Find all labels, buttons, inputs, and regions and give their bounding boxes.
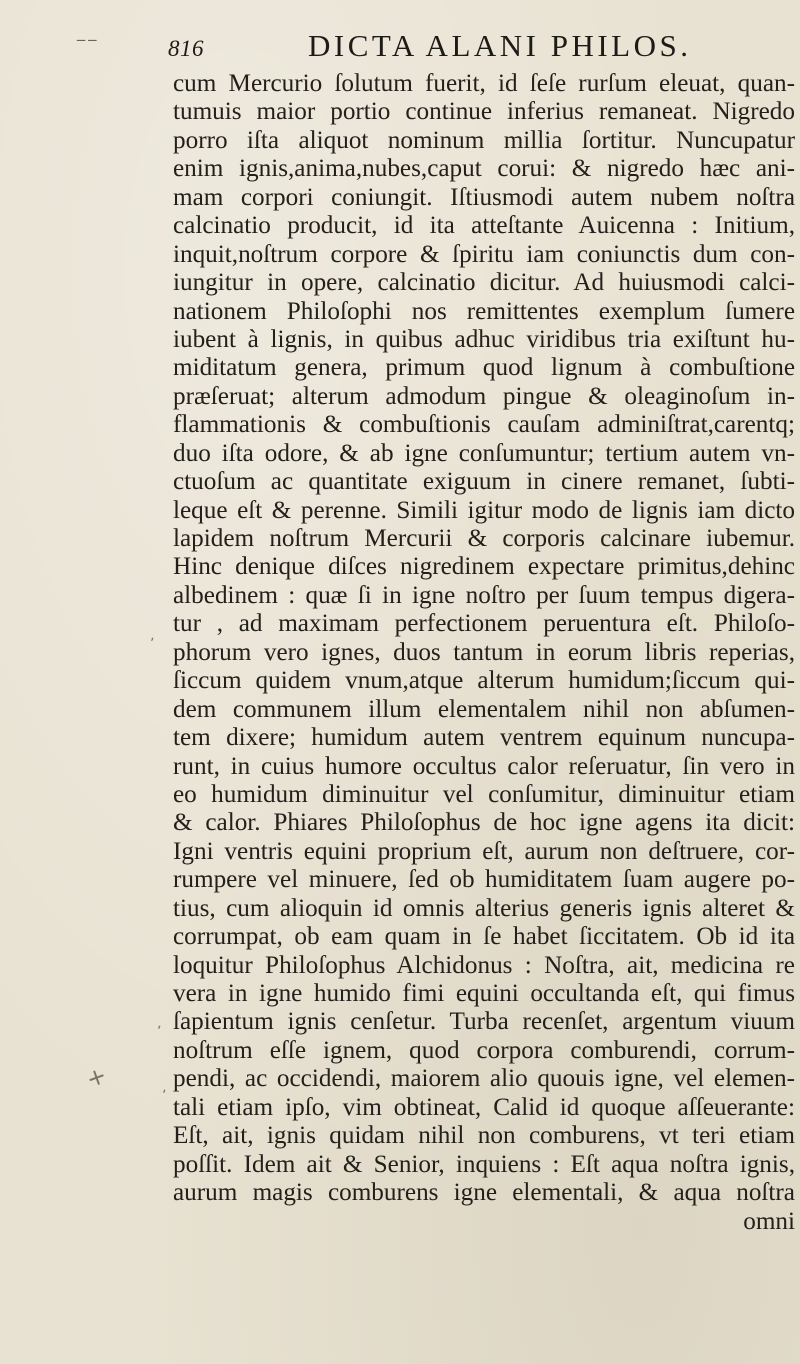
text-line: corrumpat, ob eam quam in ſe habet ſiccitatem. Ob id ita: [173, 923, 795, 951]
text-line: Igni ventris equini proprium eſt, aurum non deſtruere, cor-: [173, 837, 795, 865]
text-line: runt, in cuius humore occultus calor reſeruatur, ſin vero in: [173, 752, 795, 780]
text-line: tius, cum alioquin id omnis alterius generis ignis alteret &: [173, 894, 795, 922]
text-line: & calor. Phiares Philoſophus de hoc igne agens ita dicit:: [173, 809, 795, 837]
catchword: omni: [743, 1207, 795, 1235]
margin-x-mark: ✕: [83, 1063, 110, 1093]
text-line: mam corpori coniungit. Iſtiusmodi autem nubem noſtra: [173, 183, 795, 211]
text-line: eo humidum diminuitur vel conſumitur, diminuitur etiam: [173, 780, 795, 808]
text-line: Hinc denique diſces nigredinem expectare primitus,dehinc: [173, 553, 795, 581]
text-line: flammationis & combuſtionis cauſam adminiſtrat,carentq;: [173, 411, 795, 439]
text-line: tali etiam ipſo, vim obtineat, Calid id quoque aſſeuerante:: [173, 1093, 795, 1121]
text-line: dem communem illum elementalem nihil non abſumen-: [173, 695, 795, 723]
text-line: rumpere vel minuere, ſed ob humiditatem ſuam augere po-: [173, 866, 795, 894]
margin-tick-mark: ʼ: [157, 1024, 162, 1040]
text-line: nationem Philoſophi nos remittentes exemplum ſumere: [173, 297, 795, 325]
margin-tick-mark: ʼ: [150, 636, 155, 652]
margin-tick-mark: ʼ: [162, 1088, 167, 1104]
text-line: loquitur Philoſophus Alchidonus : Noſtra, ait, medicina re: [173, 951, 795, 979]
text-line: noſtrum eſſe ignem, quod corpora comburendi, corrum-: [173, 1036, 795, 1064]
text-line: inquit,noſtrum corpore & ſpiritu iam coniunctis dum con-: [173, 240, 795, 268]
text-line: ſapientum ignis cenſetur. Turba recenſet, argentum viuum: [173, 1008, 795, 1036]
text-line: enim ignis,anima,nubes,caput corui: & nigredo hæc ani-: [173, 155, 795, 183]
body-text: [173, 70, 795, 1236]
page-number: 816: [168, 36, 204, 61]
text-line: vera in igne humido fimi equini occultanda eſt, qui fimus: [173, 980, 795, 1007]
text-line: albedinem : quæ ſi in igne noſtro per ſuum tempus digera-: [173, 581, 795, 609]
text-line: phorum vero ignes, duos tantum in eorum libris reperias,: [173, 638, 795, 666]
text-line: tur , ad maximam perfectionem peruentura eſt. Philoſo-: [173, 610, 795, 638]
text-line: iungitur in opere, calcinatio dicitur. Ad huiusmodi calci-: [173, 269, 795, 297]
text-line: lapidem noſtrum Mercurii & corporis calcinare iubemur.: [173, 525, 795, 552]
text-line: iubent à lignis, in quibus adhuc viridibus tria exiſtunt hu-: [173, 325, 795, 353]
text-line: aurum magis comburens igne elementali, & aqua noſtra: [173, 1179, 795, 1207]
text-line: miditatum genera, primum quod lignum à combuſtione: [173, 354, 795, 382]
text-line: tem dixere; humidum autem ventrem equinum nuncupa-: [173, 724, 795, 752]
text-line: duo iſta odore, & ab igne conſumuntur; tertium autem vn-: [173, 439, 795, 467]
text-line: tumuis maior portio continue inferius remaneat. Nigredo: [173, 98, 795, 126]
text-line: poſſit. Idem ait & Senior, inquiens : Eſt aqua noſtra ignis,: [173, 1150, 795, 1178]
text-line: præſeruat; alterum admodum pingue & oleaginoſum in-: [173, 382, 795, 410]
text-line: cum Mercurio ſolutum fuerit, id ſeſe rurſum eleuat, quan-: [173, 70, 795, 97]
text-line: ctuoſum ac quantitate exiguum in cinere remanet, ſubti-: [173, 468, 795, 496]
text-line: leque eſt & perenne. Simili igitur modo de lignis iam dicto: [173, 496, 795, 524]
margin-dash-mark: ‒ ‒: [76, 30, 96, 49]
text-line: calcinatio producit, id ita atteſtante Auicenna : Initium,: [173, 212, 795, 240]
text-line: porro iſta aliquot nominum millia ſortitur. Nuncupatur: [173, 126, 795, 154]
text-line: ſiccum quidem vnum,atque alterum humidum;ſiccum qui-: [173, 667, 795, 695]
text-line: Eſt, ait, ignis quidam nihil non comburens, vt teri etiam: [173, 1122, 795, 1150]
running-head: DICTA ALANI PHILOS.: [308, 28, 692, 63]
text-line: pendi, ac occidendi, maiorem alio quouis igne, vel elemen-: [173, 1065, 795, 1093]
page-header: [168, 28, 788, 68]
